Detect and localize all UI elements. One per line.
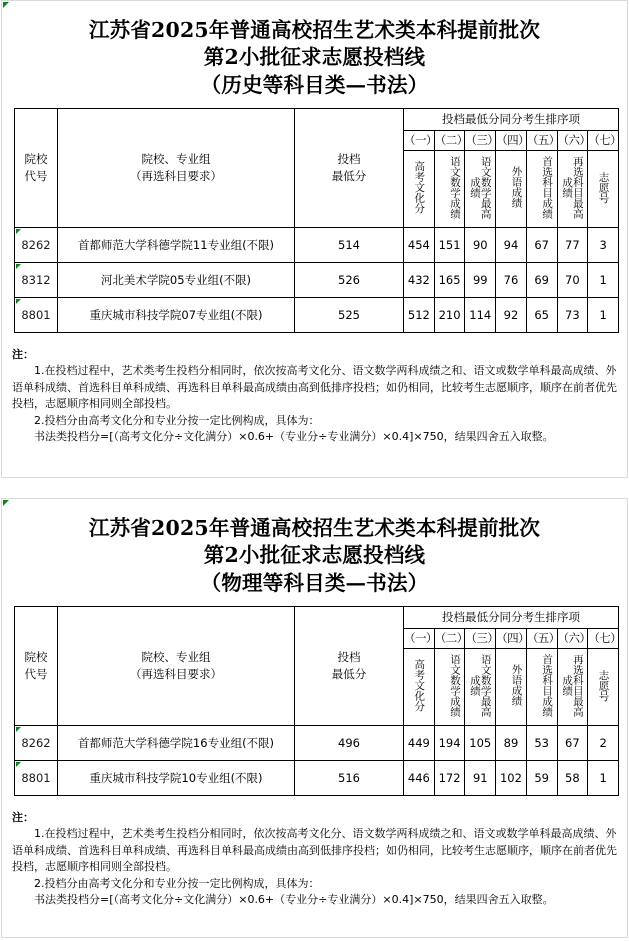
table-row (15, 725, 619, 760)
cell-culture-score: 449 (404, 725, 435, 760)
cell-foreign-language-score: 102 (496, 760, 527, 795)
cell-school-major-group: 河北美术学院05专业组(不限) (58, 262, 295, 297)
section-physics-calligraphy (1, 498, 628, 938)
col-header-school-code-l2: 代号 (24, 666, 48, 681)
col-header-culture-score (404, 150, 435, 227)
cell-error-flag-icon (3, 500, 9, 506)
cell-error-flag-icon (16, 727, 21, 732)
col-header-min-score (295, 108, 404, 227)
cell-school-major-group: 重庆城市科技学院07专业组(不限) (58, 297, 295, 332)
title-line-1: 江苏省2025年普通高校招生艺术类本科提前批次 (88, 516, 541, 540)
cell-volunteer-number: 3 (588, 227, 619, 262)
notes-item-1: 1.在投档过程中，艺术类考生投档分相同时，依次按高考文化分、语文数学两科成绩之和、语文或数学单科最高成绩、外语单科成绩、首选科目单科成绩、再选科目单科最高成绩由高到低排序投档；如仍相同，比较考生志愿顺序，顺序在前者优先投档，志愿顺序相同则全部投档。 (12, 364, 617, 411)
cell-school-code: 8262 (15, 725, 58, 760)
cell-volunteer-number: 1 (588, 760, 619, 795)
table-body (15, 227, 619, 332)
cell-first-choice-subject: 53 (526, 725, 557, 760)
cell-foreign-language-score: 76 (496, 262, 527, 297)
cell-min-score: 516 (295, 760, 404, 795)
cell-school-code: 8801 (15, 760, 58, 795)
col-header-volunteer-number (588, 648, 619, 725)
cell-first-choice-subject: 65 (526, 297, 557, 332)
col-header-roman-1: （一） (404, 130, 435, 150)
cell-culture-score: 512 (404, 297, 435, 332)
cell-foreign-language-score: 94 (496, 227, 527, 262)
table-container (2, 108, 627, 333)
cell-culture-score: 454 (404, 227, 435, 262)
col-header-min-score-l2: 最低分 (331, 666, 367, 681)
col-header-foreign-language-score (496, 150, 527, 227)
col-header-roman-4: （四） (496, 130, 527, 150)
col-header-first-choice-subject (526, 648, 557, 725)
col-header-min-score-l1: 投档 (337, 152, 361, 167)
col-header-school-major-group (58, 108, 295, 227)
cell-error-flag-icon (16, 762, 21, 767)
col-header-roman-4: （四） (496, 628, 527, 648)
header-row-group (15, 108, 619, 130)
col-header-school-major-group-l1: 院校、专业组 (141, 152, 211, 167)
col-header-chinese-math-score-text: 语文数学成绩 (449, 653, 462, 717)
notes-heading: 注： (12, 347, 34, 361)
cell-chinese-math-score: 210 (434, 297, 465, 332)
col-header-volunteer-number (588, 150, 619, 227)
cell-min-score: 525 (295, 297, 404, 332)
col-header-foreign-language-score-text: 外语成绩 (510, 664, 523, 707)
col-header-first-choice-subject-text: 首选科目成绩 (541, 653, 554, 717)
cell-chinese-math-max: 90 (465, 227, 496, 262)
notes-item-3: 书法类投档分=[（高考文化分÷文化满分）×0.6+（专业分÷专业满分）×0.4]×750，结果四舍五入取整。 (34, 430, 554, 444)
cell-second-choice-max: 67 (557, 725, 588, 760)
cell-school-major-group: 首都师范大学科德学院11专业组(不限) (58, 227, 295, 262)
col-header-foreign-language-score (496, 648, 527, 725)
cell-chinese-math-score: 151 (434, 227, 465, 262)
table-row (15, 760, 619, 795)
col-header-foreign-language-score-text: 外语成绩 (510, 166, 523, 209)
title-line-3: （历史等科目类—书法） (200, 72, 429, 97)
cell-foreign-language-score: 92 (496, 297, 527, 332)
cell-school-code: 8262 (15, 227, 58, 262)
col-header-second-choice-max-text: 再选科目最高成绩 (561, 155, 584, 219)
score-table (14, 606, 622, 796)
cell-chinese-math-score: 165 (434, 262, 465, 297)
col-header-min-score-l1: 投档 (337, 650, 361, 665)
col-header-school-code (15, 606, 58, 725)
title-line-3: （物理等科目类—书法） (200, 570, 429, 595)
col-header-volunteer-number-text: 志愿号 (597, 669, 610, 701)
cell-chinese-math-max: 99 (465, 262, 496, 297)
col-header-first-choice-subject-text: 首选科目成绩 (541, 155, 554, 219)
table-body (15, 725, 619, 795)
col-header-second-choice-max-text: 再选科目最高成绩 (561, 653, 584, 717)
notes-item-1: 1.在投档过程中，艺术类考生投档分相同时，依次按高考文化分、语文数学两科成绩之和、语文或数学单科最高成绩、外语单科成绩、首选科目单科成绩、再选科目单科最高成绩由高到低排序投档；如仍相同，比较考生志愿顺序，顺序在前者优先投档，志愿顺序相同则全部投档。 (12, 827, 617, 874)
table-container (2, 606, 627, 796)
cell-volunteer-number: 1 (588, 262, 619, 297)
cell-volunteer-number: 1 (588, 297, 619, 332)
cell-chinese-math-score: 194 (434, 725, 465, 760)
cell-first-choice-subject: 59 (526, 760, 557, 795)
col-header-school-code-l2: 代号 (24, 168, 48, 183)
col-header-second-choice-max (557, 150, 588, 227)
cell-second-choice-max: 70 (557, 262, 588, 297)
cell-chinese-math-max: 91 (465, 760, 496, 795)
cell-chinese-math-max: 114 (465, 297, 496, 332)
col-header-chinese-math-score-text: 语文数学成绩 (449, 155, 462, 219)
section-title (2, 499, 627, 606)
col-header-culture-score-text: 高考文化分 (413, 659, 426, 712)
col-header-chinese-math-score (434, 150, 465, 227)
col-header-roman-7: （七） (588, 628, 619, 648)
col-header-min-score-l2: 最低分 (331, 168, 367, 183)
col-header-roman-6: （六） (557, 628, 588, 648)
col-header-roman-2: （二） (434, 130, 465, 150)
col-header-tiebreak-group: 投档最低分同分考生排序项 (404, 606, 619, 628)
title-line-1: 江苏省2025年普通高校招生艺术类本科提前批次 (88, 18, 541, 42)
score-table (14, 108, 622, 333)
cell-second-choice-max: 73 (557, 297, 588, 332)
col-header-roman-7: （七） (588, 130, 619, 150)
col-header-roman-5: （五） (526, 628, 557, 648)
notes-item-3: 书法类投档分=[（高考文化分÷文化满分）×0.6+（专业分÷专业满分）×0.4]×750，结果四舍五入取整。 (34, 893, 554, 907)
table-row (15, 227, 619, 262)
section-title (2, 1, 627, 108)
header-row-group (15, 606, 619, 628)
cell-error-flag-icon (16, 299, 21, 304)
col-header-school-code-l1: 院校 (24, 650, 48, 665)
col-header-volunteer-number-text: 志愿号 (597, 171, 610, 203)
title-line-2: 第2小批征求志愿投档线 (203, 45, 426, 70)
col-header-school-code (15, 108, 58, 227)
cell-foreign-language-score: 89 (496, 725, 527, 760)
col-header-culture-score-text: 高考文化分 (413, 161, 426, 214)
col-header-chinese-math-max-text: 语文数学最高成绩 (469, 155, 492, 219)
col-header-tiebreak-group: 投档最低分同分考生排序项 (404, 108, 619, 130)
col-header-school-code-l1: 院校 (24, 152, 48, 167)
cell-culture-score: 432 (404, 262, 435, 297)
cell-min-score: 514 (295, 227, 404, 262)
col-header-school-major-group-l2: （再选科目要求） (130, 168, 222, 183)
col-header-chinese-math-max (465, 648, 496, 725)
col-header-school-major-group (58, 606, 295, 725)
cell-second-choice-max: 77 (557, 227, 588, 262)
col-header-first-choice-subject (526, 150, 557, 227)
col-header-roman-5: （五） (526, 130, 557, 150)
cell-chinese-math-max: 105 (465, 725, 496, 760)
cell-school-code: 8312 (15, 262, 58, 297)
cell-first-choice-subject: 67 (526, 227, 557, 262)
table-header (15, 606, 622, 725)
cell-min-score: 526 (295, 262, 404, 297)
col-header-roman-2: （二） (434, 628, 465, 648)
notes-heading: 注： (12, 810, 34, 824)
col-header-roman-1: （一） (404, 628, 435, 648)
cell-second-choice-max: 58 (557, 760, 588, 795)
col-header-roman-3: （三） (465, 130, 496, 150)
col-header-min-score (295, 606, 404, 725)
cell-first-choice-subject: 69 (526, 262, 557, 297)
table-row (15, 262, 619, 297)
col-header-chinese-math-max-text: 语文数学最高成绩 (469, 653, 492, 717)
section-history-calligraphy (1, 0, 628, 478)
col-header-roman-3: （三） (465, 628, 496, 648)
col-header-culture-score (404, 648, 435, 725)
col-header-chinese-math-max (465, 150, 496, 227)
cell-min-score: 496 (295, 725, 404, 760)
cell-volunteer-number: 2 (588, 725, 619, 760)
cell-school-major-group: 重庆城市科技学院10专业组(不限) (58, 760, 295, 795)
notes-block (2, 333, 627, 446)
notes-item-2: 2.投档分由高考文化分和专业分按一定比例构成，具体为： (34, 413, 320, 427)
col-header-roman-6: （六） (557, 130, 588, 150)
notes-item-2: 2.投档分由高考文化分和专业分按一定比例构成，具体为： (34, 876, 320, 890)
cell-school-major-group: 首都师范大学科德学院16专业组(不限) (58, 725, 295, 760)
cell-culture-score: 446 (404, 760, 435, 795)
cell-school-code: 8801 (15, 297, 58, 332)
table-header (15, 108, 622, 227)
notes-block (2, 796, 627, 909)
cell-chinese-math-score: 172 (434, 760, 465, 795)
table-row (15, 297, 619, 332)
col-header-chinese-math-score (434, 648, 465, 725)
cell-error-flag-icon (3, 2, 9, 8)
cell-error-flag-icon (16, 264, 21, 269)
col-header-school-major-group-l1: 院校、专业组 (141, 650, 211, 665)
col-header-second-choice-max (557, 648, 588, 725)
col-header-school-major-group-l2: （再选科目要求） (130, 666, 222, 681)
title-line-2: 第2小批征求志愿投档线 (203, 543, 426, 568)
cell-error-flag-icon (16, 229, 21, 234)
